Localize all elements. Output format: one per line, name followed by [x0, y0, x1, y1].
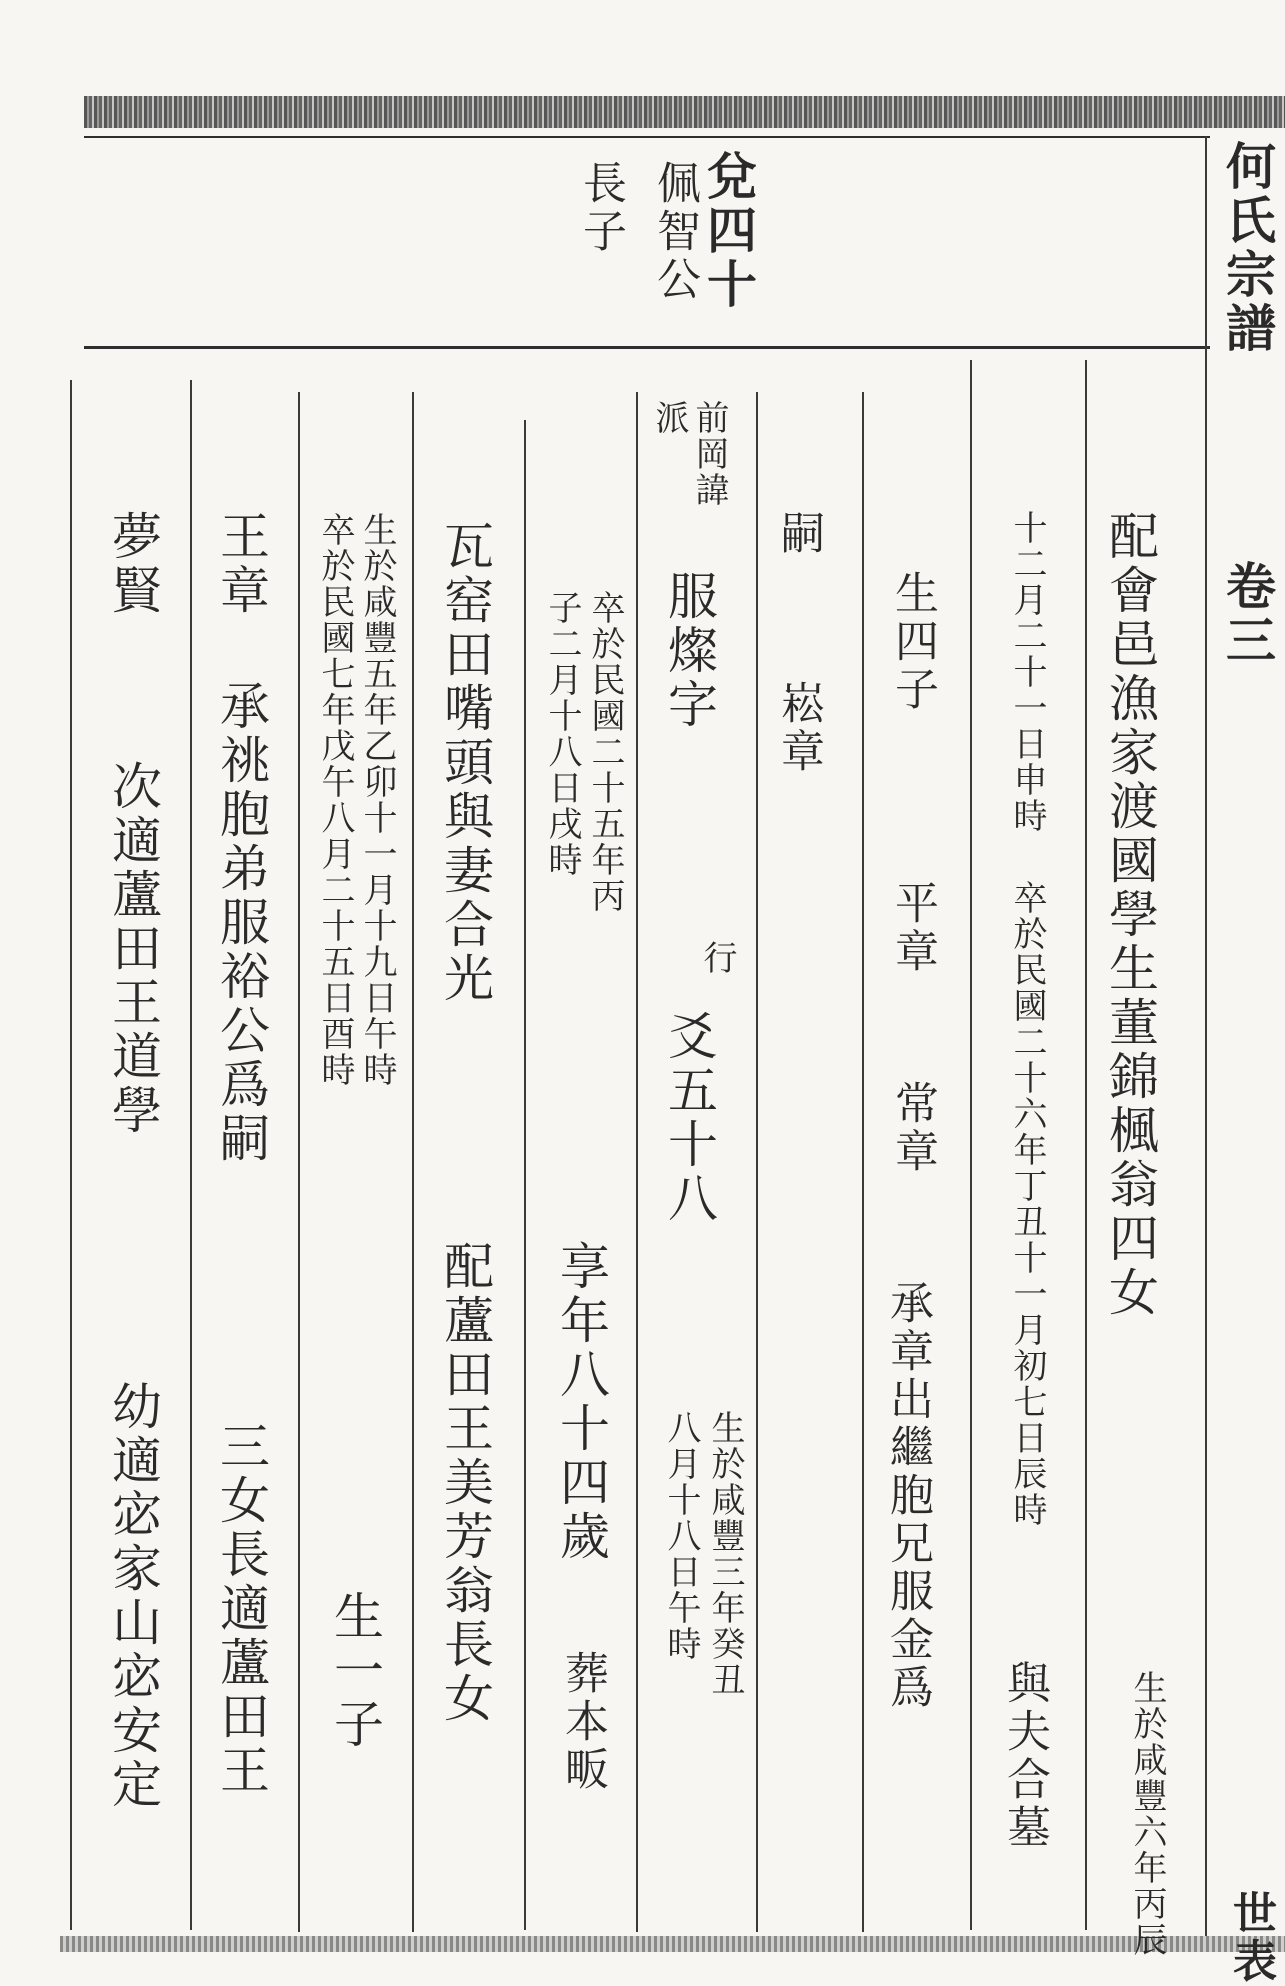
- top-border-band: [84, 96, 1285, 128]
- birth-time: 十二月二十一日申時: [1007, 510, 1047, 834]
- entry-header: 兌四十: [699, 150, 758, 312]
- adoption-note: 承章出繼胞兄服金爲: [882, 1280, 933, 1712]
- origin-label: 前岡諱: [689, 400, 729, 508]
- son-in-law-name: 夢賢: [104, 510, 162, 618]
- column-divider: [190, 380, 192, 1930]
- page-marker: 世表: [1225, 1890, 1276, 1986]
- person-name: 服燦字: [660, 570, 718, 732]
- heir-label: 嗣: [773, 510, 824, 558]
- book-title: 何氏宗譜: [1218, 140, 1277, 356]
- column-divider: [298, 392, 300, 1932]
- spouse-birth: 生於咸豐五年乙卯十一月十九日午時: [357, 512, 397, 1088]
- burial-place: 葬本畈: [557, 1650, 608, 1794]
- column-divider: [70, 380, 72, 1930]
- section-divider: [84, 346, 1210, 349]
- son-name-4: 崧章: [773, 680, 824, 776]
- title-strip: [1210, 130, 1285, 1986]
- relation-label: 長子: [575, 160, 626, 256]
- second-daughter-note: 次適蘆田王道學: [104, 760, 162, 1138]
- spouse-entry-2: 配蘆田王美芳翁長女: [436, 1240, 494, 1726]
- spouse-entry: 配會邑漁家渡國學生董錦楓翁四女: [1101, 510, 1159, 1320]
- burial-note: 與夫合墓: [999, 1660, 1050, 1852]
- spouse-death: 卒於民國七年戊午八月二十五日酉時: [315, 512, 355, 1088]
- daughters-note: 三女長適蘆田王: [212, 1420, 270, 1798]
- column-divider: [636, 392, 638, 1932]
- children-count: 生一子: [326, 1590, 384, 1752]
- son-name-2: 常章: [887, 1080, 938, 1176]
- generation-label: 爻五十八: [660, 1010, 718, 1226]
- son-name-1: 平章: [887, 880, 938, 976]
- person-birth: 生於咸豐三年癸丑: [705, 1410, 745, 1698]
- death-date: 卒於民國二十六年丁丑十一月初七日辰時: [1007, 880, 1047, 1528]
- column-divider: [524, 420, 526, 1930]
- rank-label: 行: [697, 940, 737, 976]
- birth-date: 生於咸豐六年丙辰: [1127, 1670, 1167, 1958]
- branch-label: 派: [649, 400, 689, 436]
- column-divider: [1085, 360, 1087, 1930]
- volume-label: 卷三: [1218, 560, 1277, 668]
- ancestor-name: 佩智公: [649, 160, 700, 304]
- column-divider: [756, 392, 758, 1932]
- sons-count: 生四子: [887, 570, 938, 714]
- bottom-border-band: [60, 1936, 1285, 1952]
- person-death: 卒於民國二十五年丙: [585, 590, 625, 914]
- title-strip-border: [1205, 136, 1207, 1936]
- header-rule: [84, 136, 1210, 138]
- person-death-time: 子二月十八日戌時: [542, 590, 582, 878]
- youngest-daughter-note: 幼適宓家山宓安定: [104, 1380, 162, 1812]
- column-divider: [862, 392, 864, 1932]
- column-divider: [412, 392, 414, 1932]
- age-at-death: 享年八十四歲: [552, 1240, 610, 1564]
- heir-name: 王章: [212, 510, 270, 618]
- column-divider: [970, 360, 972, 1930]
- person-birth-time: 八月十八日午時: [661, 1410, 701, 1662]
- burial-detail: 瓦窑田嘴頭與妻合光: [436, 520, 494, 1006]
- succession-note: 承祧胞弟服裕公爲嗣: [212, 680, 270, 1166]
